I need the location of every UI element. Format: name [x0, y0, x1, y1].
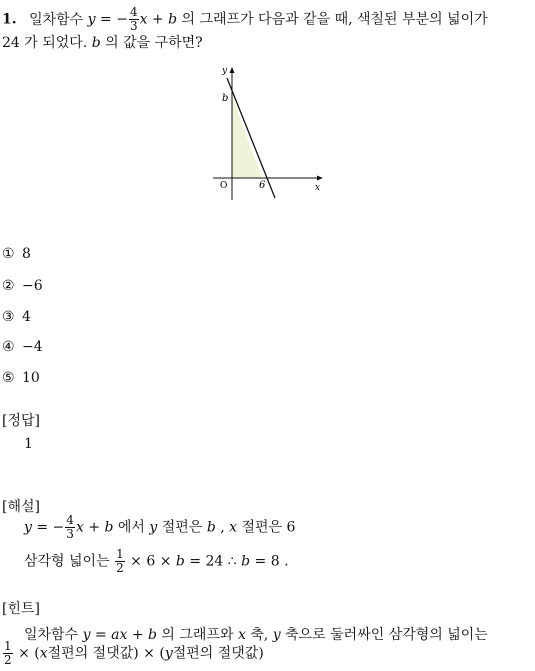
- y-axis-arrow: [230, 67, 235, 73]
- linear-function-graph: [205, 60, 330, 205]
- var-x: x: [237, 627, 246, 643]
- option-mark: ④: [2, 339, 15, 355]
- equals: =: [94, 627, 107, 643]
- text: 절편은: [161, 519, 203, 536]
- text: 일차함수: [24, 627, 79, 643]
- problem-text: 24 가 되었다.: [2, 35, 88, 51]
- hint-label: [힌트]: [2, 601, 40, 617]
- explanation-line-2: [24, 548, 289, 575]
- var-y: y: [24, 519, 32, 536]
- var-b: b: [206, 519, 216, 536]
- option-value: 4: [22, 309, 31, 325]
- var-b: b: [241, 553, 251, 570]
- text: 절편은 6: [241, 519, 296, 536]
- fraction: [115, 548, 125, 575]
- denominator: 3: [66, 527, 74, 541]
- var-y: y: [272, 627, 281, 643]
- option-2[interactable]: [2, 278, 43, 294]
- explanation-line-1: [24, 514, 295, 541]
- problem-number: 1.: [2, 11, 17, 28]
- denominator: 3: [129, 19, 138, 33]
- option-mark: ⑤: [2, 370, 15, 386]
- fraction: [129, 6, 139, 33]
- problem-line-1: [2, 6, 488, 33]
- text: 삼각형 넓이는: [24, 553, 110, 570]
- x-plus-b: x + b: [75, 519, 114, 536]
- x-axis-label: x: [315, 183, 321, 193]
- var-x: x: [229, 519, 238, 536]
- text: 축,: [250, 627, 269, 643]
- text: ,: [220, 519, 225, 536]
- problem-text: 일차함수: [29, 11, 84, 28]
- problem-line-2: [2, 32, 203, 52]
- option-3[interactable]: [2, 309, 31, 325]
- numerator: 1: [4, 639, 12, 653]
- option-value: −6: [22, 278, 43, 294]
- shaded-triangle: [232, 96, 262, 178]
- fraction: [3, 640, 13, 667]
- denominator: 2: [4, 653, 12, 667]
- var-y: y: [164, 645, 173, 662]
- text: = 8 .: [254, 553, 289, 570]
- var-y: y: [149, 519, 158, 536]
- text: 에서: [117, 519, 145, 536]
- option-value: −4: [22, 339, 43, 355]
- var-y: y: [82, 627, 91, 643]
- answer-label: [정답]: [2, 413, 40, 429]
- numerator: 1: [116, 547, 124, 561]
- text: = 24 ∴: [189, 553, 237, 570]
- y-axis-label: y: [222, 66, 228, 76]
- var-x: x: [39, 645, 48, 662]
- text: × (: [18, 645, 40, 662]
- equals: = −: [36, 519, 65, 536]
- text: 축으로 둘러싸인 삼각형의 넓이는: [285, 627, 488, 643]
- option-4[interactable]: [2, 339, 43, 355]
- option-5[interactable]: [2, 370, 40, 386]
- var-y: y: [87, 11, 96, 28]
- numerator: 4: [66, 513, 74, 527]
- text: 절편의 절댓값) × (: [47, 645, 165, 662]
- explanation-label: [해설]: [2, 499, 40, 515]
- option-value: 8: [22, 246, 31, 262]
- numerator: 4: [129, 5, 138, 19]
- origin-label: O: [220, 181, 228, 191]
- ax-plus-b: ax + b: [111, 627, 157, 643]
- text: × 6 ×: [130, 553, 172, 570]
- answer-value: 1: [24, 436, 33, 452]
- hint-line-2: [2, 640, 264, 667]
- denominator: 2: [116, 561, 124, 575]
- x-axis-arrow: [317, 176, 323, 181]
- fraction: [65, 514, 75, 541]
- option-mark: ①: [2, 246, 15, 262]
- y-intercept-label: b: [222, 93, 229, 104]
- problem-text: 의 그래프가 다음과 같을 때, 색칠된 부분의 넓이가: [181, 11, 488, 28]
- equals: = −: [100, 11, 128, 28]
- option-1[interactable]: [2, 246, 31, 262]
- option-value: 10: [22, 370, 40, 386]
- option-mark: ②: [2, 278, 15, 294]
- text: 절편의 절댓값): [172, 645, 264, 662]
- problem-text: 의 값을 구하면?: [105, 35, 203, 51]
- text: 의 그래프와: [161, 627, 234, 643]
- var-b: b: [91, 35, 101, 51]
- option-mark: ③: [2, 309, 15, 325]
- var-b: b: [175, 553, 185, 570]
- x-plus-b: x + b: [139, 11, 178, 28]
- x-intercept-label: 6: [259, 180, 266, 191]
